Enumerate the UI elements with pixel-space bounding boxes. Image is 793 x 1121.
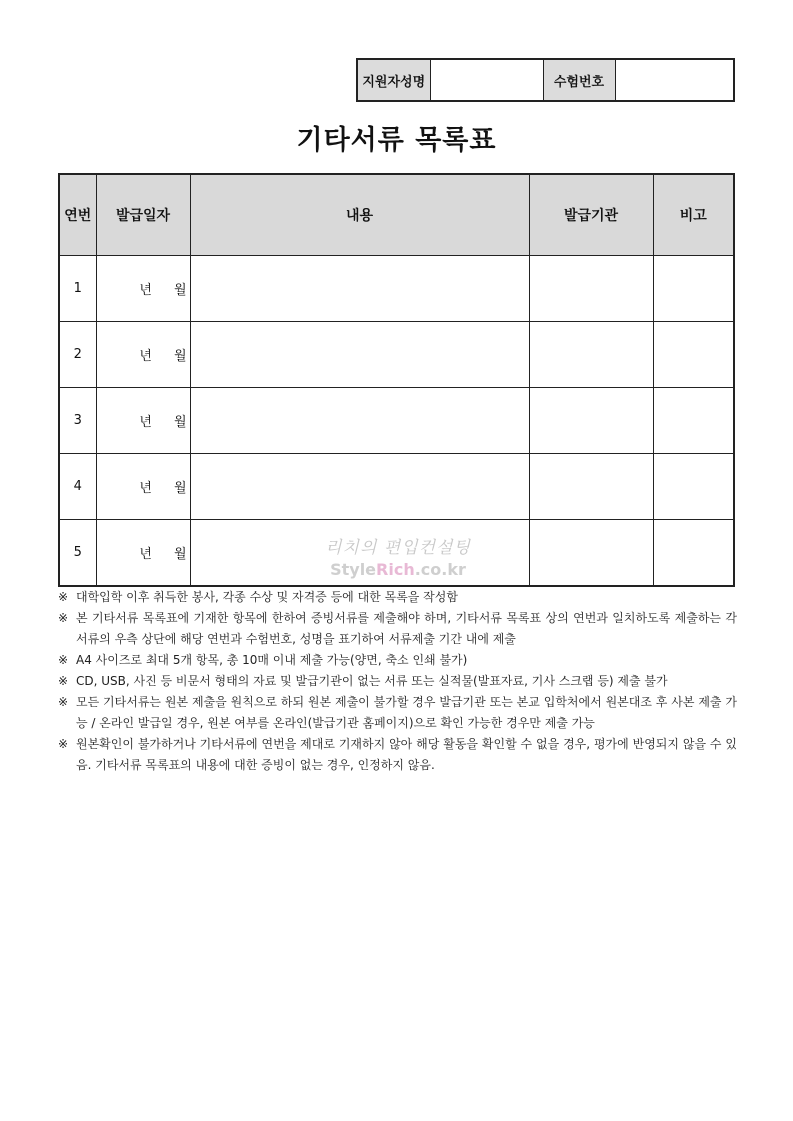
issuer-cell[interactable]	[529, 454, 653, 520]
reference-mark-icon: ※	[58, 674, 69, 688]
month-label: 월	[173, 283, 187, 298]
issuer-cell[interactable]	[529, 322, 653, 388]
month-label: 월	[173, 481, 187, 496]
notes-section	[58, 587, 737, 776]
year-label: 년	[139, 481, 152, 496]
year-label: 년	[139, 283, 152, 298]
watermark-style-text: Style	[330, 560, 377, 579]
note-text: 모든 기타서류는 원본 제출을 원칙으로 하되 원본 제출이 불가할 경우 발급기관 또는 본교 입학처에서 원본대조 후 사본 제출 가능 / 온라인 발급일 경우, 원본 여부를 온라인(발급기관 홈페이지)으로 확인 가능한 경우만 제출 가능	[76, 695, 737, 730]
row-number: 3	[59, 388, 96, 454]
watermark-rich-text: Rich	[376, 560, 415, 579]
exam-number-field[interactable]	[615, 59, 734, 101]
table-row	[59, 454, 734, 520]
issue-date-cell[interactable]	[96, 454, 190, 520]
note-item	[58, 671, 737, 692]
remarks-cell[interactable]	[653, 388, 734, 454]
remarks-cell[interactable]	[653, 256, 734, 322]
note-item	[58, 692, 737, 734]
note-text: 대학입학 이후 취득한 봉사, 각종 수상 및 자격증 등에 대한 목록을 작성함	[76, 590, 458, 604]
row-number: 4	[59, 454, 96, 520]
issue-date-cell[interactable]	[96, 322, 190, 388]
applicant-info-box	[356, 58, 735, 102]
watermark-line-1: 리치의 편입컨설팅	[325, 538, 471, 558]
issuer-cell[interactable]	[529, 520, 653, 587]
issue-date-cell[interactable]	[96, 256, 190, 322]
remarks-cell[interactable]	[653, 322, 734, 388]
content-cell[interactable]	[190, 388, 529, 454]
reference-mark-icon: ※	[58, 695, 69, 709]
reference-mark-icon: ※	[58, 611, 69, 625]
col-header-issuer: 발급기관	[529, 174, 653, 256]
table-row	[59, 322, 734, 388]
remarks-cell[interactable]	[653, 454, 734, 520]
row-number: 2	[59, 322, 96, 388]
year-label: 년	[139, 415, 152, 430]
note-item	[58, 587, 737, 608]
issuer-cell[interactable]	[529, 388, 653, 454]
note-item	[58, 650, 737, 671]
reference-mark-icon: ※	[58, 653, 69, 667]
note-text: CD, USB, 사진 등 비문서 형태의 자료 및 발급기관이 없는 서류 또는 실적물(발표자료, 기사 스크랩 등) 제출 불가	[76, 674, 668, 688]
content-cell[interactable]	[190, 454, 529, 520]
note-text: A4 사이즈로 최대 5개 항목, 총 10매 이내 제출 가능(양면, 축소 인쇄 불가)	[76, 653, 468, 667]
year-label: 년	[139, 547, 152, 562]
page-title: 기타서류 목록표	[296, 125, 497, 156]
table-row	[59, 388, 734, 454]
row-number: 5	[59, 520, 96, 587]
content-cell[interactable]	[190, 322, 529, 388]
watermark-domain-text: .co.kr	[414, 560, 466, 579]
note-item	[58, 734, 737, 776]
content-cell[interactable]	[190, 520, 529, 587]
note-text: 본 기타서류 목록표에 기재한 항목에 한하여 증빙서류를 제출해야 하며, 기타서류 목록표 상의 연번과 일치하도록 제출하는 각 서류의 우측 상단에 해당 연번과 수험번호, 성명을 표기하여 서류제출 기간 내에 제출	[76, 611, 737, 646]
col-header-remarks: 비고	[653, 174, 734, 256]
col-header-issue-date: 발급일자	[96, 174, 190, 256]
issue-date-cell[interactable]	[96, 388, 190, 454]
col-header-number: 연번	[59, 174, 96, 256]
col-header-content: 내용	[190, 174, 529, 256]
reference-mark-icon: ※	[58, 590, 69, 604]
year-label: 년	[139, 349, 152, 364]
applicant-name-field[interactable]	[430, 59, 543, 101]
remarks-cell[interactable]	[653, 520, 734, 587]
applicant-name-label: 지원자성명	[357, 59, 430, 101]
row-number: 1	[59, 256, 96, 322]
exam-number-label: 수험번호	[543, 59, 615, 101]
note-text: 원본확인이 불가하거나 기타서류에 연번을 제대로 기재하지 않아 해당 활동을 확인할 수 없을 경우, 평가에 반영되지 않을 수 있음. 기타서류 목록표의 내용에 대한 증빙이 없는 경우, 인정하지 않음.	[76, 737, 737, 772]
table-row	[59, 520, 734, 587]
content-cell[interactable]	[190, 256, 529, 322]
table-row	[59, 256, 734, 322]
note-item	[58, 608, 737, 650]
issuer-cell[interactable]	[529, 256, 653, 322]
table-header-row	[59, 174, 734, 256]
document-list-table	[58, 173, 735, 587]
month-label: 월	[173, 349, 187, 364]
month-label: 월	[173, 547, 187, 562]
reference-mark-icon: ※	[58, 737, 69, 751]
month-label: 월	[173, 415, 187, 430]
issue-date-cell[interactable]	[96, 520, 190, 587]
